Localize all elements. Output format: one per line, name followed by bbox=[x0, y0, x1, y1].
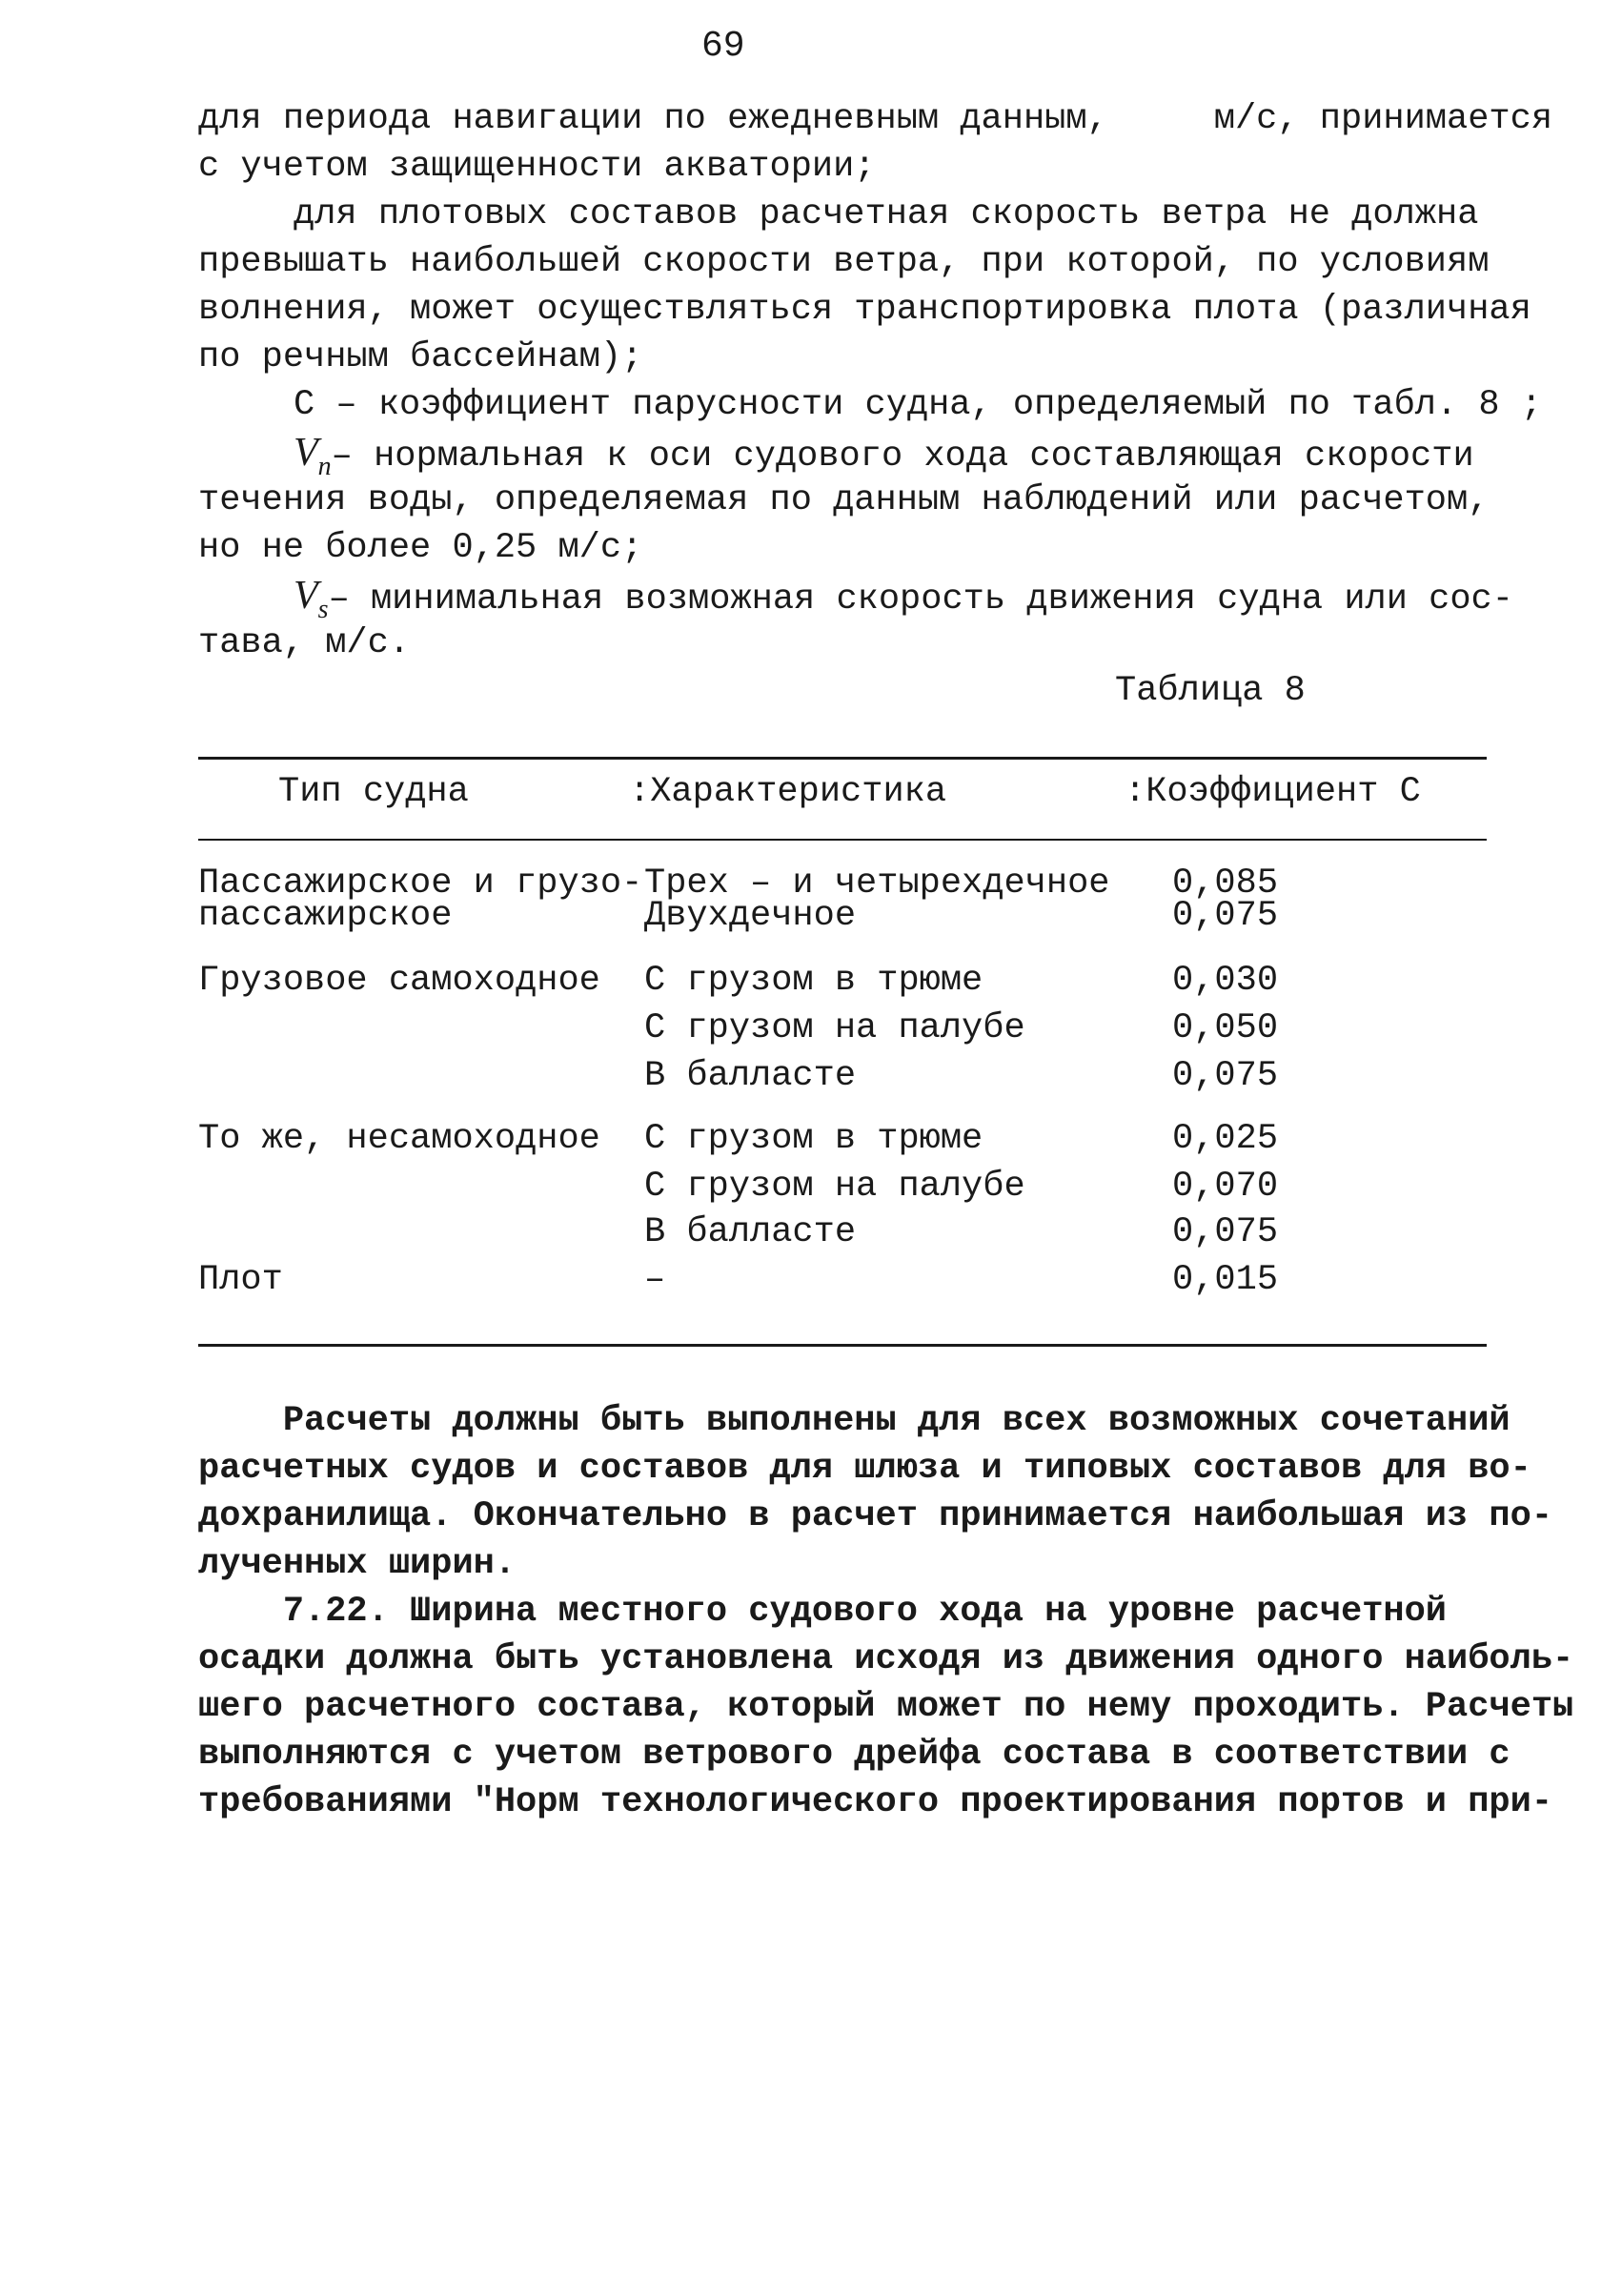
table-cell-coefficient: 0,050 bbox=[1172, 1008, 1279, 1048]
table-cell-characteristic: С грузом на палубе bbox=[644, 1167, 1025, 1207]
vs-definition bbox=[198, 572, 1513, 667]
c-definition bbox=[198, 381, 1543, 429]
vn-text: – нормальная к оси судового хода составляющая скорости bbox=[331, 437, 1474, 477]
text-line bbox=[198, 572, 1513, 624]
table-bottom-rule bbox=[198, 1344, 1487, 1347]
after-table-text bbox=[198, 1397, 1574, 1826]
text-line: лученных ширин. bbox=[198, 1544, 517, 1584]
text-line: для периода навигации по ежедневным данным, м/с, принимается bbox=[198, 99, 1553, 139]
table-cell-characteristic: С грузом в трюме bbox=[644, 961, 983, 1001]
header-characteristic: :Характеристика bbox=[629, 772, 947, 812]
text-line: шего расчетного состава, который может по нему проходить. Расчеты bbox=[198, 1687, 1574, 1727]
text-line: С – коэффициент парусности судна, определяемый по табл. 8 ; bbox=[294, 385, 1543, 425]
header-ship-type: Тип судна bbox=[278, 772, 469, 812]
table-cell-coefficient: 0,070 bbox=[1172, 1167, 1279, 1207]
table-cell-type: Грузовое самоходное bbox=[198, 961, 600, 1001]
table-cell-coefficient: 0,015 bbox=[1172, 1260, 1279, 1300]
vs-symbol: V bbox=[294, 574, 318, 618]
text-line bbox=[198, 429, 1474, 481]
table-cell-coefficient: 0,030 bbox=[1172, 961, 1279, 1001]
table-cell-coefficient: 0,075 bbox=[1172, 1056, 1279, 1096]
table-cell-coefficient: 0,025 bbox=[1172, 1119, 1279, 1159]
vn-symbol: V bbox=[294, 431, 318, 475]
vs-subscript: s bbox=[317, 595, 329, 624]
text-line: Расчеты должны быть выполнены для всех возможных сочетаний bbox=[198, 1401, 1510, 1441]
vn-subscript: n bbox=[317, 452, 332, 481]
table-cell-type: Плот bbox=[198, 1260, 283, 1300]
text-line: дохранилища. Окончательно в расчет принимается наибольшая из по- bbox=[198, 1496, 1553, 1536]
text-line: превышать наибольшей скорости ветра, при которой, по условиям bbox=[198, 242, 1490, 282]
text-line: 7.22. Ширина местного судового хода на уровне расчетной bbox=[198, 1592, 1448, 1632]
table-cell-type: То же, несамоходное bbox=[198, 1119, 600, 1159]
vn-definition bbox=[198, 429, 1490, 572]
table-cell-coefficient: 0,075 bbox=[1172, 1212, 1279, 1252]
text-line: по речным бассейнам); bbox=[198, 337, 643, 377]
table-caption: Таблица 8 bbox=[1115, 671, 1306, 711]
text-line: выполняются с учетом ветрового дрейфа состава в соответствии с bbox=[198, 1735, 1510, 1775]
text-line: расчетных судов и составов для шлюза и типовых составов для во- bbox=[198, 1449, 1531, 1489]
page-number: 69 bbox=[701, 26, 745, 67]
table-cell-characteristic: – bbox=[644, 1260, 666, 1300]
text-line: тава, м/с. bbox=[198, 623, 411, 663]
intro-paragraph bbox=[198, 95, 1553, 191]
table-cell-characteristic: С грузом на палубе bbox=[644, 1008, 1025, 1048]
text-line: осадки должна быть установлена исходя из движения одного наиболь- bbox=[198, 1639, 1574, 1679]
table-cell-type: пассажирское bbox=[198, 896, 453, 936]
text-line: но не более 0,25 м/с; bbox=[198, 528, 643, 568]
vs-text: – минимальная возможная скорость движения судна или сос- bbox=[328, 579, 1513, 620]
text-line: для плотовых составов расчетная скорость ветра не должна bbox=[294, 194, 1479, 234]
raft-paragraph bbox=[198, 191, 1531, 381]
text-line: течения воды, определяемая по данным наблюдений или расчетом, bbox=[198, 480, 1490, 520]
table-cell-characteristic: В балласте bbox=[644, 1212, 857, 1252]
table-cell-characteristic: Двухдечное bbox=[644, 896, 857, 936]
text-line: с учетом защищенности акватории; bbox=[198, 147, 876, 187]
table-top-rule bbox=[198, 757, 1487, 760]
table-header-rule bbox=[198, 839, 1487, 841]
text-line: волнения, может осуществляться транспортировка плота (различная bbox=[198, 290, 1531, 330]
table-cell-type: Пассажирское и грузо- bbox=[198, 864, 643, 904]
table-cell-coefficient: 0,075 bbox=[1172, 896, 1279, 936]
header-coefficient: :Коэффициент С bbox=[1125, 772, 1421, 812]
text-line: требованиями "Норм технологического проектирования портов и при- bbox=[198, 1782, 1553, 1822]
table-cell-characteristic: С грузом в трюме bbox=[644, 1119, 983, 1159]
table-cell-coefficient: 0,085 bbox=[1172, 864, 1279, 904]
table-cell-characteristic: Трех – и четырехдечное bbox=[644, 864, 1110, 904]
table-cell-characteristic: В балласте bbox=[644, 1056, 857, 1096]
